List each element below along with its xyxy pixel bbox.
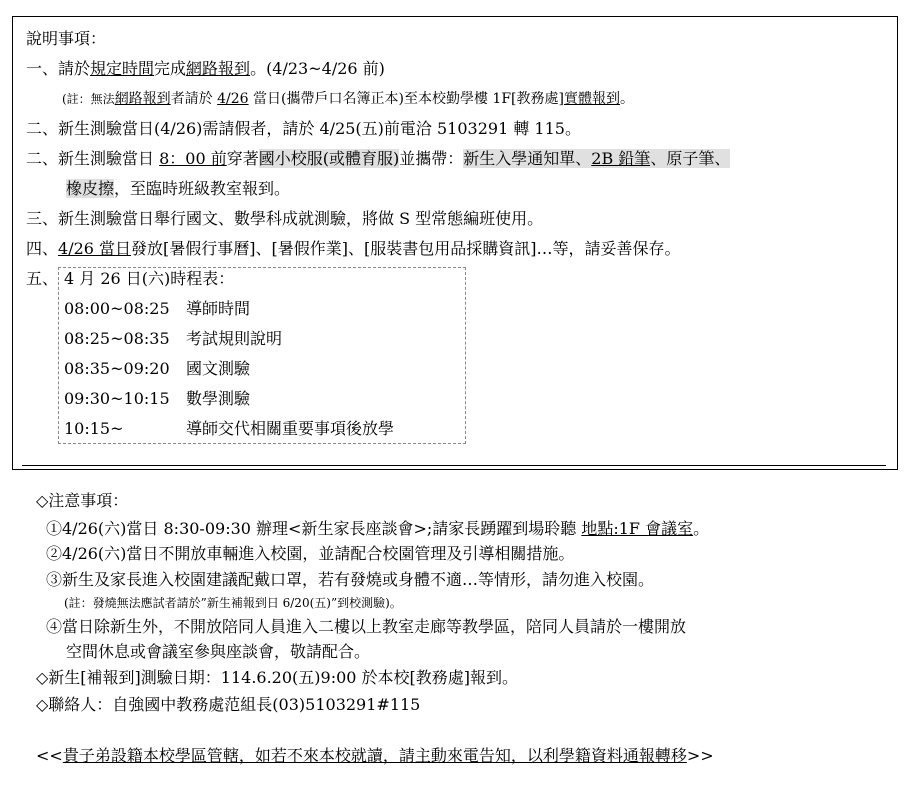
notice-4-line-2: 空間休息或會議室參與座談會，敬請配合。	[66, 642, 371, 661]
item-3-uniform: 國小校服(或體育服)	[258, 149, 400, 168]
item-3-cont	[66, 178, 290, 200]
notice-3: ③新生及家長進入校園建議配戴口罩，若有發燒或身體不適…等情形，請勿進入校園。	[46, 570, 655, 589]
footer-open: <<	[36, 746, 63, 765]
note-prefix: (註：無法	[62, 92, 115, 106]
schedule-time: 08:35~09:20	[64, 359, 170, 378]
item-2: 二、新生測驗當日(4/26)需請假者，請於 4/25(五)前電洽 5103291 轉 115。	[26, 119, 581, 138]
item-5-date: 4/26 當日	[58, 239, 132, 258]
footer-close: >>	[686, 746, 714, 765]
note-underline-1: 網路報到	[114, 91, 171, 107]
item-5-prefix: 四、	[26, 239, 59, 258]
divider	[22, 465, 886, 466]
item-3-pen: 、原子筆、	[650, 149, 731, 168]
contact-info: ◇聯絡人：自強國中教務處范組長(03)5103291#115	[36, 695, 421, 714]
schedule-row	[64, 418, 394, 440]
note-suffix: 。	[619, 91, 634, 107]
item-5-suffix: 發放[暑假行事曆]、[暑假作業]、[服裝書包用品採購資訊]…等，請妥善保存。	[131, 239, 681, 258]
schedule-title: 4 月 26 日(六)時程表：	[64, 269, 235, 288]
item-3-prefix: 二、新生測驗當日	[26, 149, 160, 168]
notice-1-text: ①4/26(六)當日 8:30-09:30 辦理<新生家長座談會>;請家長踴躍到場聆聽	[46, 519, 582, 538]
item-3-mid-2: 並攜帶：	[399, 149, 464, 168]
note-mid-1: 者請於	[170, 91, 218, 107]
notice-title: ◇注意事項：	[36, 491, 129, 510]
notice-2: ②4/26(六)當日不開放車輛進入校園，並請配合校園管理及引導相關措施。	[46, 544, 575, 563]
makeup-test-info: ◇新生[補報到]測驗日期：114.6.20(五)9:00 於本校[教務處]報到。	[36, 668, 519, 687]
item-3-pencil: 2B 鉛筆	[591, 149, 651, 168]
item-3-mid-1: 穿著	[226, 149, 259, 168]
item-1-underline-2: 網路報到	[186, 59, 251, 78]
schedule-row	[64, 388, 250, 410]
box-title: 說明事項：	[26, 29, 107, 48]
schedule-time: 08:00~08:25	[64, 299, 170, 318]
schedule-event: 導師時間	[186, 299, 251, 318]
schedule-row	[64, 298, 250, 320]
item-3-suffix: ，至臨時班級教室報到。	[114, 179, 291, 198]
schedule-row	[64, 328, 282, 350]
notice-1-location: 地點:1F 會議室	[581, 519, 694, 538]
notice-4-line-1: ④當日除新生外，不開放陪同人員進入二樓以上教室走廊等教學區，陪同人員請於一樓開放	[46, 617, 687, 636]
note-underline-3: 實體報到	[563, 91, 620, 107]
item-3-eraser: 橡皮擦	[66, 179, 115, 198]
footer-text: 貴子弟設籍本校學區管轄，如若不來本校就讀，請主動來電告知，以利學籍資料通報轉移	[62, 746, 687, 765]
item-1-prefix: 一、請於	[26, 59, 91, 78]
schedule-event: 國文測驗	[186, 359, 251, 378]
schedule-row	[64, 358, 250, 380]
schedule-event: 導師交代相關重要事項後放學	[186, 419, 395, 438]
note-underline-2: 4/26	[217, 91, 249, 107]
item-4: 三、新生測驗當日舉行國文、數學科成就測驗，將做 S 型常態編班使用。	[26, 209, 544, 228]
item-1-mid: 完成	[154, 59, 187, 78]
schedule-event: 考試規則說明	[186, 329, 283, 348]
schedule-time: 08:25~08:35	[64, 329, 170, 348]
item-3-notice: 新生入學通知單、	[463, 149, 592, 168]
notice-1	[46, 518, 709, 540]
item-6-prefix: 五、	[26, 269, 59, 288]
schedule-event: 數學測驗	[186, 389, 251, 408]
item-3-time: 8：00 前	[159, 149, 227, 168]
item-1	[26, 58, 385, 80]
item-1-suffix: 。(4/23~4/26 前)	[250, 59, 385, 78]
footer-note	[36, 745, 714, 767]
note-mid-2: 當日(攜帶戶口名簿正本)至本校勤學樓 1F[教務處]	[248, 91, 564, 107]
notice-1-suffix: 。	[693, 519, 710, 538]
item-3	[26, 148, 730, 170]
item-1-underline-1: 規定時間	[90, 59, 155, 78]
notice-3-note: (註：發燒無法應試者請於”新生補報到日 6/20(五)”到校測驗)。	[64, 596, 402, 610]
schedule-time: 09:30~10:15	[64, 389, 170, 408]
item-1-note	[62, 88, 634, 110]
item-5	[26, 238, 681, 260]
schedule-time: 10:15~	[64, 419, 124, 438]
